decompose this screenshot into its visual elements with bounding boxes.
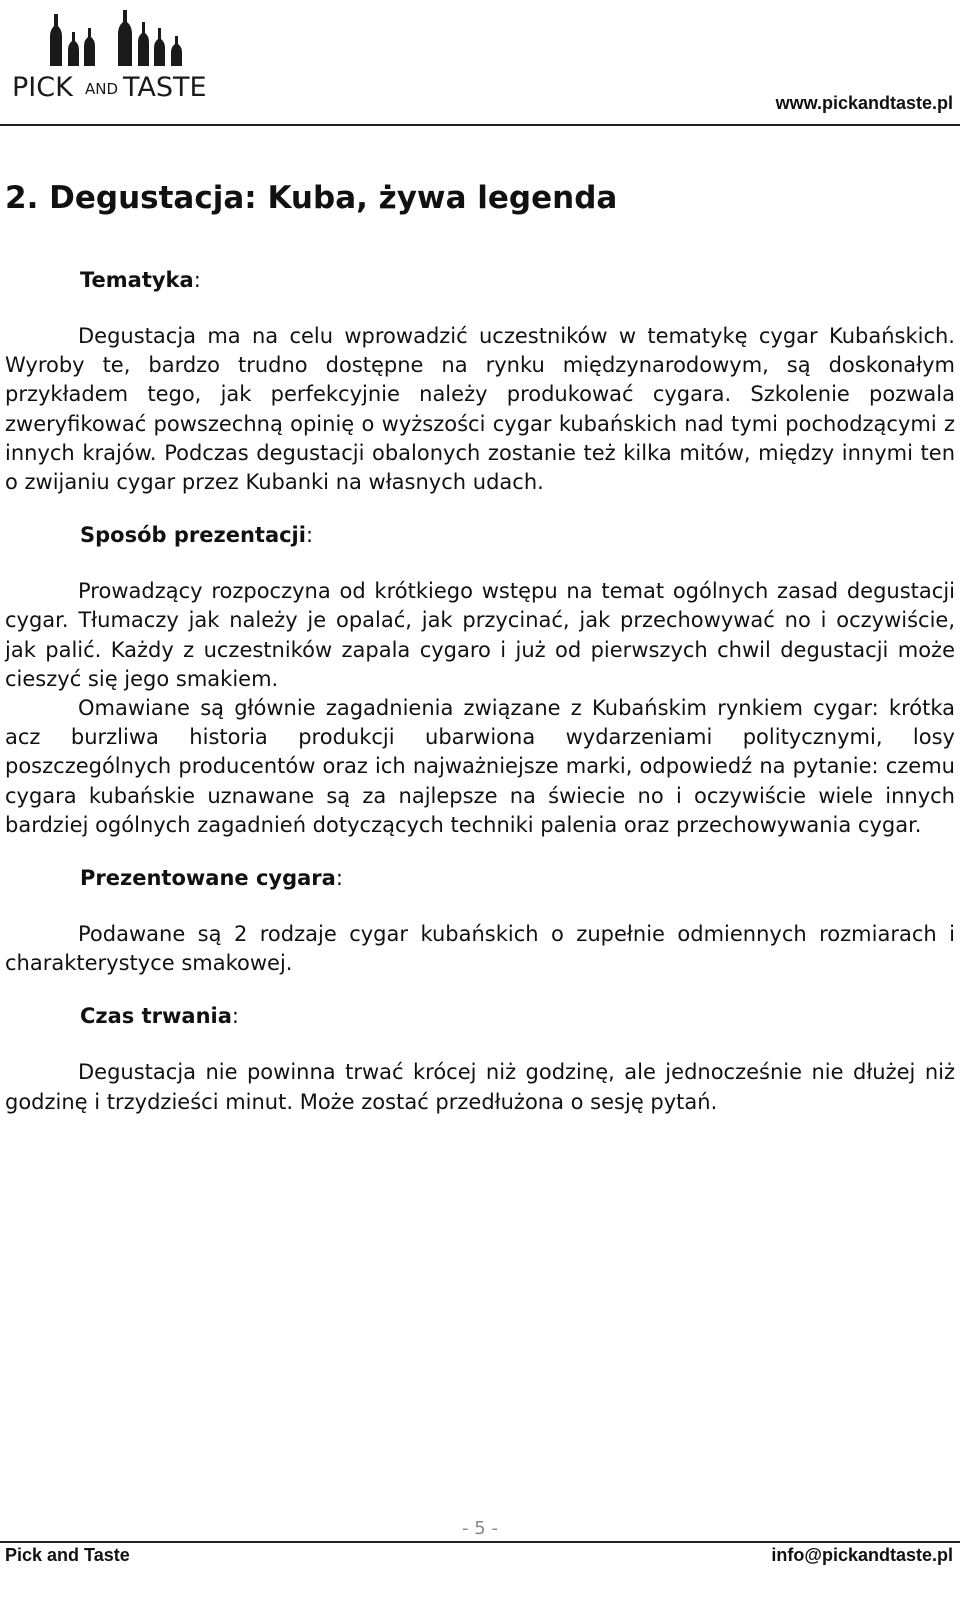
section-sposob-prezentacji xyxy=(5,521,955,840)
page-title: 2. Degustacja: Kuba, żywa legenda xyxy=(5,180,618,216)
header-divider xyxy=(0,124,960,126)
section-heading: Sposób prezentacji: xyxy=(80,523,314,548)
section-heading: Czas trwania: xyxy=(80,1004,239,1029)
paragraph: Omawiane są głównie zagadnienia związane z Kubańskim rynkiem cygar: krótka acz burzliwa historia produkcji ubarwiona wydarzeniami politycznymi, losy poszczególnych producentów oraz ich najważniejsze marki, odpowiedź na pytanie: czemu cygara kubańskie uznawane są za najlepsze na świecie no i oczywiście wiele innych bardziej ogólnych zagadnień dotyczących techniki palenia oraz przechowywania cygar. xyxy=(5,696,955,837)
document-body xyxy=(5,178,955,1117)
paragraph: Degustacja nie powinna trwać krócej niż godzinę, ale jednocześnie nie dłużej niż godzinę i trzydzieści minut. Może zostać przedłużona o sesję pytań. xyxy=(5,1060,955,1114)
footer-company-name: Pick and Taste xyxy=(5,1545,130,1565)
paragraph: Podawane są 2 rodzaje cygar kubańskich o zupełnie odmiennych rozmiarach i charakterystyce smakowej. xyxy=(5,922,955,976)
section-czas-trwania xyxy=(5,1002,955,1116)
svg-text:PICK: PICK xyxy=(12,72,73,102)
section-tematyka xyxy=(5,266,955,497)
footer-divider xyxy=(0,1541,960,1543)
section-heading: Tematyka: xyxy=(80,268,201,292)
wine-bottles-icon xyxy=(12,6,212,102)
svg-text:TASTE: TASTE xyxy=(123,72,207,102)
svg-text:AND: AND xyxy=(85,80,119,98)
paragraph: Prowadzący rozpoczyna od krótkiego wstępu na temat ogólnych zasad degustacji cygar. Tłumaczy jak należy je opalać, jak przycinać, jak przechowywać no i oczywiście, jak palić. Każdy z uczestników zapala cygaro i już od pierwszych chwil degustacji może cieszyć się jego smakiem. xyxy=(5,579,955,691)
pick-and-taste-logo xyxy=(12,6,212,102)
paragraph: Degustacja ma na celu wprowadzić uczestników w tematykę cygar Kubańskich. Wyroby te, bardzo trudno dostępne na rynku międzynarodowym, są doskonałym przykładem tego, jak perfekcyjnie należy produkować cygara. Szkolenie pozwala zweryfikować powszechną opinię o wyższości cygar kubańskich nad tymi pochodzącymi z innych krajów. Podczas degustacji obalonych zostanie też kilka mitów, między innymi ten o zwijaniu cygar przez Kubanki na własnych udach. xyxy=(5,324,955,495)
section-prezentowane-cygara xyxy=(5,864,955,978)
page-header xyxy=(0,0,960,128)
section-heading: Prezentowane cygara: xyxy=(80,866,343,891)
footer-email[interactable]: info@pickandtaste.pl xyxy=(771,1545,953,1565)
website-url[interactable]: www.pickandtaste.pl xyxy=(775,93,953,113)
page-number: - 5 - xyxy=(462,1518,498,1539)
